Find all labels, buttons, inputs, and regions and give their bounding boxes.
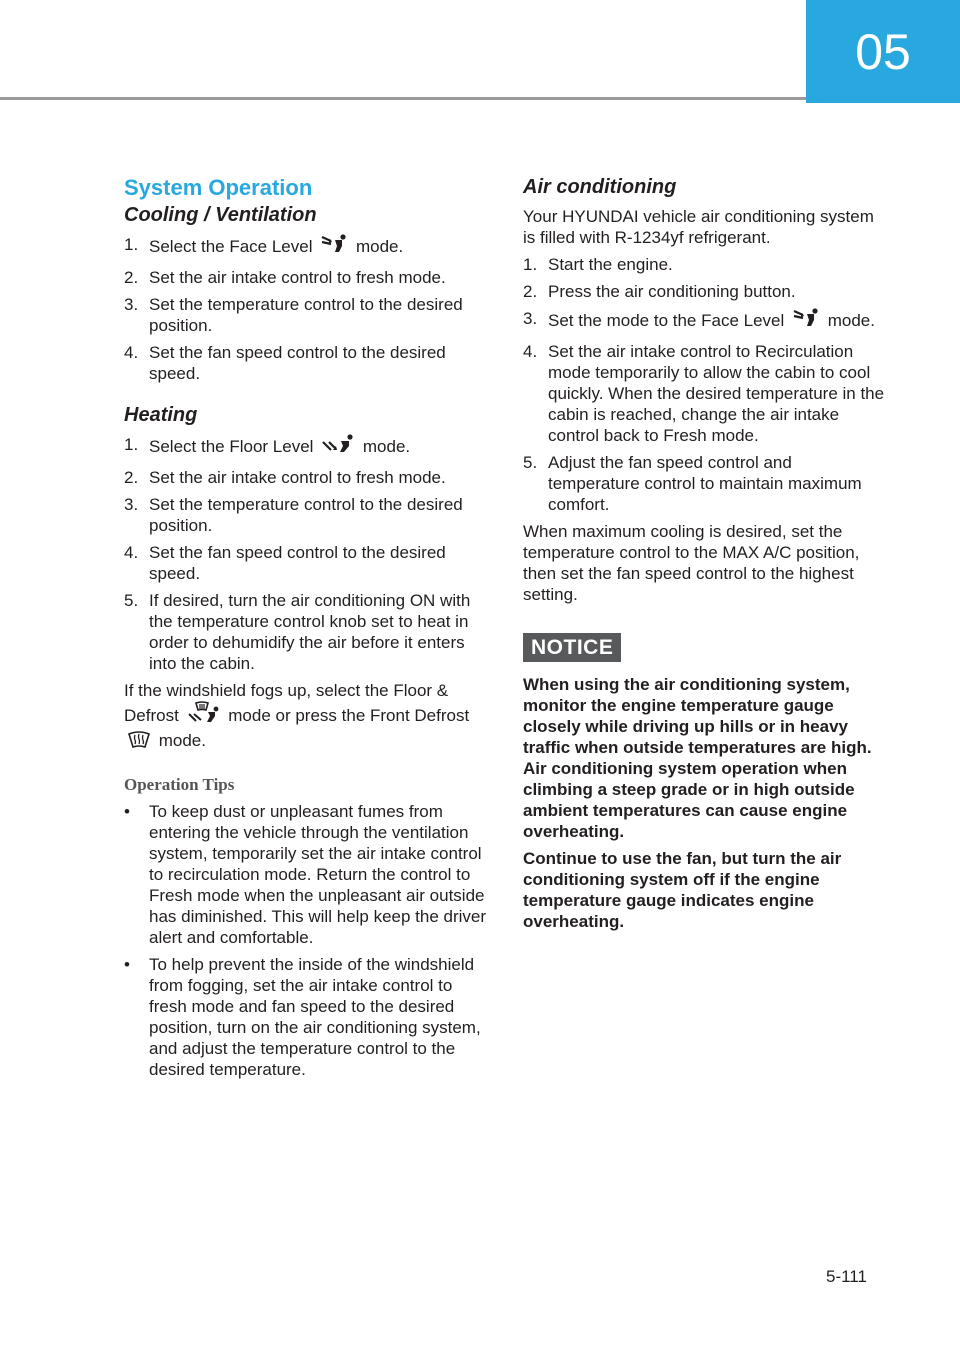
list-item: 1. Select the Face Level mode. (124, 234, 490, 261)
chapter-tab: 05 (806, 0, 960, 103)
front-defrost-icon (127, 730, 151, 755)
list-item: 4. Set the fan speed control to the desired speed. (124, 543, 446, 583)
list-item: 2. Set the air intake control to fresh mode. (124, 268, 446, 287)
list-item: 4. Set the fan speed control to the desired speed. (124, 343, 446, 383)
tips-title: Operation Tips (124, 775, 235, 794)
face-level-icon (792, 308, 820, 335)
list-item: 2. Press the air conditioning button. (523, 282, 796, 301)
notice-paragraph: When using the air conditioning system, monitor the engine temperature gauge closely while driving up hills or in heavy traffic when outside temperatures are high. Air conditioning system operation when climbing a steep grade or in high outside ambient temperatures can cause engine overheating. (523, 675, 872, 841)
list-item: • To keep dust or unpleasant fumes from entering the vehicle through the ventilation system, temporarily set the air intake control to recirculation mode. Return the control to Fresh mode when the unpleasant air outside has diminished. This will help keep the driver alert and comfortable. (124, 802, 487, 947)
cooling-steps (124, 234, 490, 384)
list-item: 5. If desired, turn the air conditioning ON with the temperature control knob set to heat in order to dehumidify the air before it enters into the cabin. (124, 591, 471, 673)
notice-paragraph: Continue to use the fan, but turn the air conditioning system off if the engine temperature gauge indicates engine overheating. (523, 849, 842, 931)
notice-label: NOTICE (523, 633, 621, 662)
heating-steps (124, 434, 490, 674)
list-item: • To help prevent the inside of the windshield from fogging, set the air intake control to fresh mode and fan speed to the desired position, turn on the air conditioning system, and adjust the temperature control to the desired temperature. (124, 955, 481, 1079)
face-level-icon (320, 234, 348, 261)
list-item: 1. Select the Floor Level mode. (124, 434, 490, 461)
left-column (124, 170, 490, 1086)
heating-title: Heating (124, 404, 198, 426)
ac-title: Air conditioning (523, 176, 677, 198)
ac-intro: Your HYUNDAI vehicle air conditioning system is filled with R-1234yf refrigerant. (523, 207, 874, 247)
floor-defrost-icon (187, 701, 221, 730)
ac-steps (523, 254, 888, 515)
right-column (523, 170, 888, 938)
list-item: 4. Set the air intake control to Recirculation mode temporarily to allow the cabin to cool quickly. When the desired temperature in the cabin is reached, change the air intake control back to Fresh mode. (523, 342, 885, 445)
cooling-title: Cooling / Ventilation (124, 204, 317, 226)
max-cooling-paragraph: When maximum cooling is desired, set the temperature control to the MAX A/C position, then set the fan speed control to the highest setting. (523, 522, 860, 604)
list-item: 3. Set the temperature control to the desired position. (124, 295, 463, 335)
list-item: 1. Start the engine. (523, 255, 673, 274)
list-item: 3. Set the mode to the Face Level mode. (523, 308, 888, 335)
page-number: 5-111 (826, 1267, 867, 1286)
list-item: 3. Set the temperature control to the desired position. (124, 495, 463, 535)
header-rule (0, 97, 806, 100)
section-title: System Operation (124, 175, 313, 200)
list-item: 5. Adjust the fan speed control and temperature control to maintain maximum comfort. (523, 453, 862, 514)
floor-level-icon (321, 434, 355, 461)
tips-list (124, 801, 490, 1080)
fog-paragraph: If the windshield fogs up, select the Floor & Defrost mode or press the Front Defrost mode. (124, 680, 490, 755)
list-item: 2. Set the air intake control to fresh mode. (124, 468, 446, 487)
